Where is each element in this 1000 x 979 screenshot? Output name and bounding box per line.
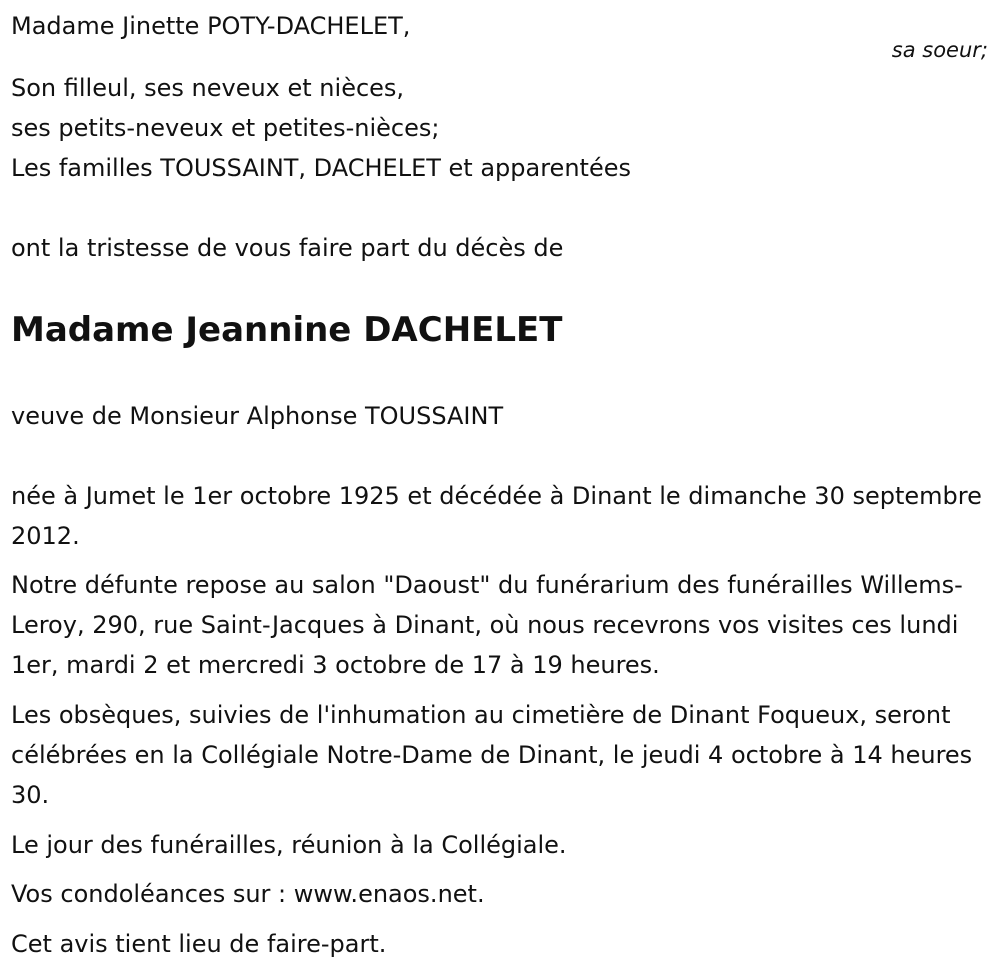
widow-of-text: veuve de Monsieur Alphonse TOUSSAINT — [11, 402, 504, 430]
visitation-text: Notre défunte repose au salon "Daoust" du funérarium des funérailles Willems-Leroy, 290, rue Saint-Jacques à Dinant, où nous recevrons vos visites ces lundi 1er, mardi 2 et mercredi 3 octobre de 17 à 19 heures. — [11, 571, 963, 679]
notice-text: Cet avis tient lieu de faire-part. — [11, 930, 387, 958]
birth-death-text: née à Jumet le 1er octobre 1925 et décédée à Dinant le dimanche 30 septembre 2012. — [11, 482, 982, 550]
announcement-text: ont la tristesse de vous faire part du décès de — [11, 234, 564, 262]
sister-name: Madame Jinette POTY-DACHELET, — [11, 12, 411, 40]
condolences-text: Vos condoléances sur : www.enaos.net. — [11, 880, 485, 908]
family-line-1: Son filleul, ses neveux et nièces, — [11, 74, 405, 102]
deceased-name: Madame Jeannine DACHELET — [11, 310, 563, 350]
family-line-3: Les familles TOUSSAINT, DACHELET et apparentées — [11, 154, 631, 182]
gathering-text: Le jour des funérailles, réunion à la Collégiale. — [11, 831, 567, 859]
family-line-2: ses petits-neveux et petites-nièces; — [11, 114, 440, 142]
funeral-text: Les obsèques, suivies de l'inhumation au cimetière de Dinant Foqueux, seront célébrées en la Collégiale Notre-Dame de Dinant, le jeudi 4 octobre à 14 heures 30. — [11, 701, 973, 809]
sister-relation: sa soeur; — [891, 38, 988, 62]
